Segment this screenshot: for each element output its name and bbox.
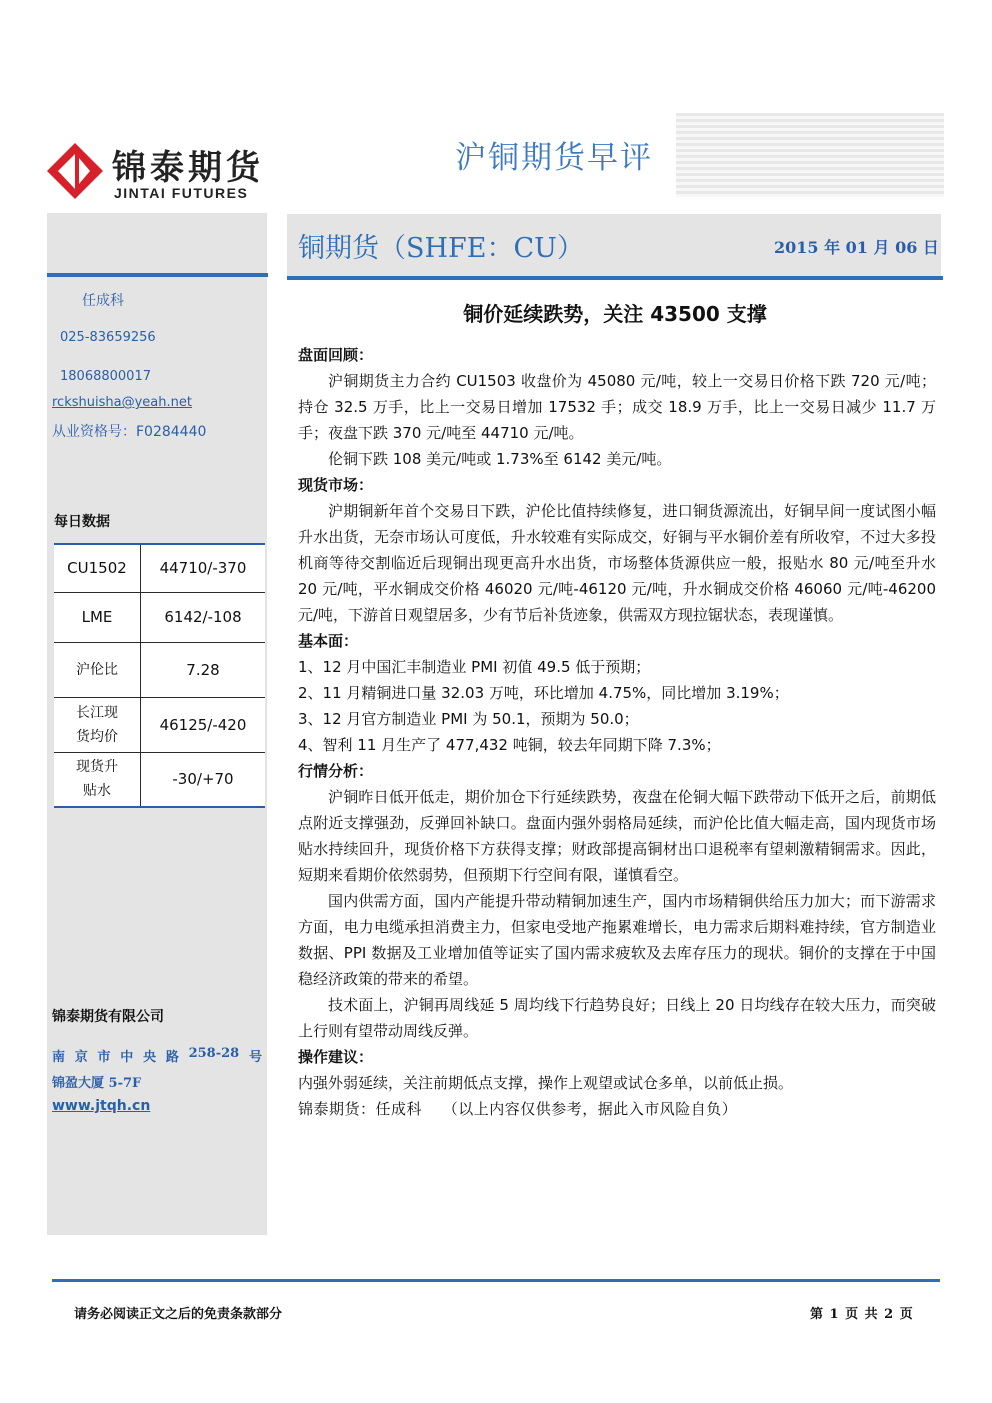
paragraph: 伦铜下跌 108 美元/吨或 1.73%至 6142 美元/吨。 xyxy=(328,450,672,468)
analyst-phone: 025-83659256 xyxy=(60,330,156,345)
paragraph: 沪铜昨日低开低走，期价加仓下行延续跌势，夜盘在伦铜大幅下跌带动下低开之后，前期低点附近支撑强劲，反弹回补缺口。盘面内强外弱格局延续，而沪伦比值大幅走高，国内现货市场贴水持续回升，现货价格下方获得支撑；财政部提高铜材出口退税率有望刺激精铜需求。因此，短期来看期价依然弱势，但预期下行空间有限，谨慎看空。 xyxy=(298,788,936,884)
row-label xyxy=(54,697,141,752)
list-item: 1、12 月中国汇丰制造业 PMI 初值 49.5 低于预期； xyxy=(298,658,651,676)
company-address-line1 xyxy=(52,1046,262,1065)
paragraph: 沪铜期货主力合约 CU1503 收盘价为 45080 元/吨，较上一交易日价格下跌 720 元/吨；持仓 32.5 万手，比上一交易日增加 17532 手；成交 18.9 万手，比上一交易日减少 11.7 万手；夜盘下跌 370 元/吨至 44710 元/吨。 xyxy=(298,372,936,442)
address-part: 央 xyxy=(143,1050,157,1065)
row-label: LME xyxy=(54,592,141,642)
paragraph: 国内供需方面，国内产能提升带动精铜加速生产，国内市场精铜供给压力加大；而下游需求方面，电力电缆承担消费主力，但家电受地产拖累难增长，电力需求后期料难持续，官方制造业数据、PPI 数据及工业增加值等证实了国内需求疲软及去库存压力的现状。铜价的支撑在于中国稳经济政策的带来的希望。 xyxy=(298,892,936,988)
jintai-logo-icon xyxy=(46,142,104,200)
row-label-line: 长江现 xyxy=(76,704,118,721)
advice-text: 内强外弱延续，关注前期低点支撑，操作上观望或试仓多单，以前低止损。 xyxy=(298,1074,794,1092)
analyst-mobile: 18068800017 xyxy=(60,369,151,384)
section-title: 操作建议： xyxy=(298,1048,374,1066)
signature: 锦泰期货：任成科 （以上内容仅供参考，据此入市风险自负） xyxy=(298,1100,738,1118)
section-title: 现货市场： xyxy=(298,476,374,494)
row-label: 沪伦比 xyxy=(54,642,141,697)
paragraph: 技术面上，沪铜再周线延 5 周均线下行趋势良好；日线上 20 日均线存在较大压力，而突破上行则有望带动周线反弹。 xyxy=(298,996,936,1040)
sidebar-divider xyxy=(47,273,268,277)
product-bar-divider xyxy=(287,276,943,280)
paragraph: 沪期铜新年首个交易日下跌，沪伦比值持续修复，进口铜货源流出，好铜早间一度试图小幅升水出货，无奈市场认可度低，升水较难有实际成交，好铜与平水铜价差有所收窄，不过大多投机商等待交割临近后现铜出现更高升水出货，市场整体货源供应一般，报贴水 80 元/吨至升水 20 元/吨，平水铜成交价格 46020 元/吨-46120 元/吨，升水铜成交价格 46060 元/吨-46200 元/吨，下游首日观望居多，少有节后补货迹象，供需双方现拉锯状态，表现谨慎。 xyxy=(298,502,936,624)
address-part: 南 xyxy=(52,1050,66,1065)
section-title: 基本面： xyxy=(298,632,359,650)
analyst-name: 任成科 xyxy=(82,293,124,309)
row-value: 6142/-108 xyxy=(141,592,266,642)
product-title: 铜期货（SHFE：CU） xyxy=(298,233,584,264)
report-date: 2015 年 01 月 06 日 xyxy=(774,238,939,257)
row-label: CU1502 xyxy=(54,544,141,592)
brand-name-cn: 锦泰期货 xyxy=(112,148,264,188)
row-value: -30/+70 xyxy=(141,752,266,807)
report-type-panel xyxy=(676,113,944,197)
report-type-title: 沪铜期货早评 xyxy=(455,140,653,176)
table-row xyxy=(54,592,265,642)
row-value: 46125/-420 xyxy=(141,697,266,752)
list-item: 3、12 月官方制造业 PMI 为 50.1，预期为 50.0； xyxy=(298,710,639,728)
table-row xyxy=(54,544,265,592)
list-item: 2、11 月精铜进口量 32.03 万吨，环比增加 4.75%，同比增加 3.19%； xyxy=(298,684,789,702)
address-part: 中 xyxy=(120,1050,134,1065)
address-part: 京 xyxy=(74,1050,88,1065)
row-label xyxy=(54,752,141,807)
analyst-license: 从业资格号：F0284440 xyxy=(52,424,207,440)
brand-name-en: JINTAI FUTURES xyxy=(114,185,249,201)
row-label-line: 现货升 xyxy=(76,759,118,776)
company-name: 锦泰期货有限公司 xyxy=(52,1009,164,1025)
row-value: 7.28 xyxy=(141,642,266,697)
analyst-email-link[interactable]: rckshuisha@yeah.net xyxy=(52,395,192,410)
footer-divider xyxy=(52,1279,940,1282)
company-address-line2: 锦盈大厦 5-7F xyxy=(52,1076,142,1091)
report-body xyxy=(298,342,936,1122)
daily-data-title: 每日数据 xyxy=(54,514,110,530)
page-number: 第 1 页 共 2 页 xyxy=(810,1307,913,1322)
row-value: 44710/-370 xyxy=(141,544,266,592)
address-part: 市 xyxy=(97,1050,111,1065)
company-website-link[interactable]: www.jtqh.cn xyxy=(52,1098,151,1114)
table-row xyxy=(54,697,265,752)
address-part: 号 xyxy=(248,1050,262,1065)
table-row xyxy=(54,752,265,807)
section-title: 盘面回顾： xyxy=(298,346,374,364)
address-part: 路 xyxy=(165,1050,179,1065)
list-item: 4、智利 11 月生产了 477,432 吨铜，较去年同期下降 7.3%； xyxy=(298,736,721,754)
table-row xyxy=(54,642,265,697)
headline: 铜价延续跌势，关注 43500 支撑 xyxy=(463,302,767,326)
footer-disclaimer: 请务必阅读正文之后的免责条款部分 xyxy=(74,1307,283,1322)
row-label-line: 货均价 xyxy=(76,728,118,745)
section-title: 行情分析： xyxy=(298,762,374,780)
daily-data-table xyxy=(54,543,265,808)
address-part: 258-28 xyxy=(188,1046,240,1061)
row-label-line: 贴水 xyxy=(83,783,111,800)
